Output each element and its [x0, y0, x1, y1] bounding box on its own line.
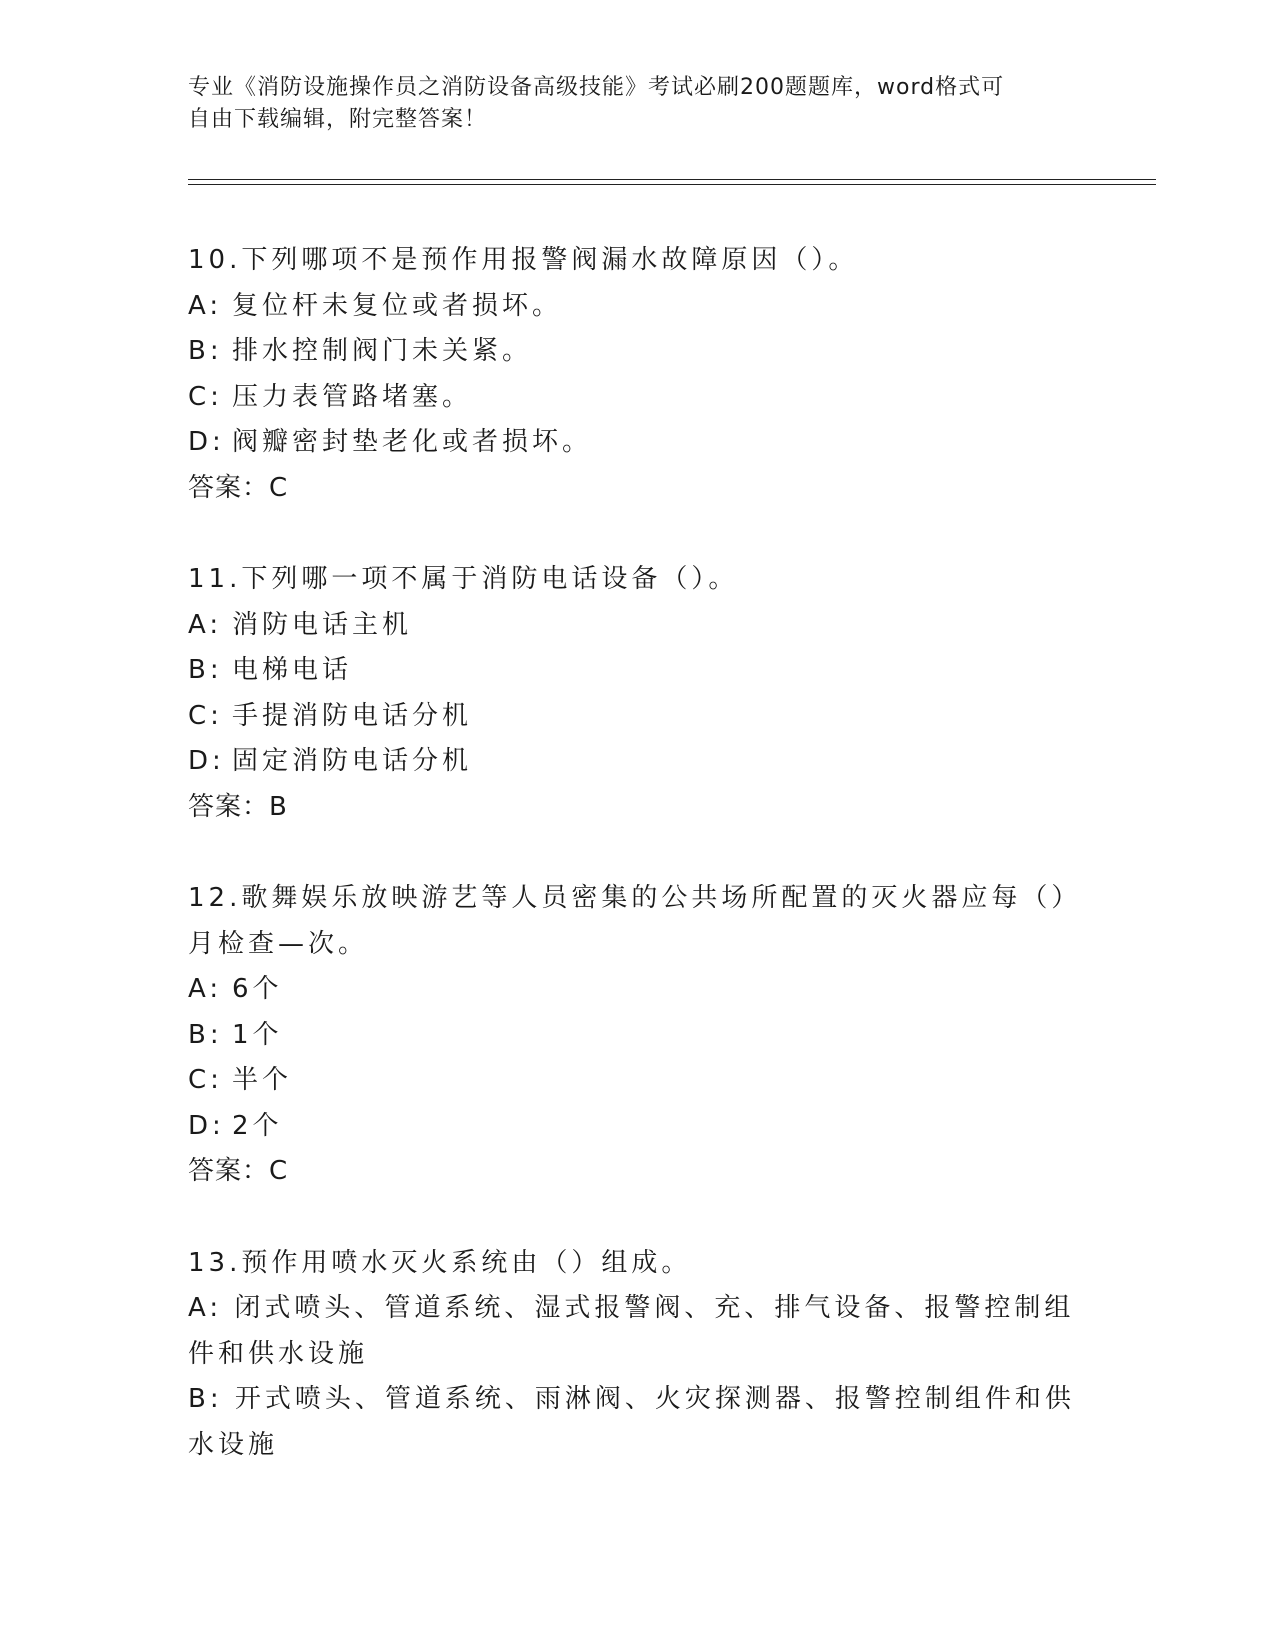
option-text: 6个 [232, 974, 283, 1004]
option-letter: B: [188, 655, 223, 685]
answer-line [188, 785, 1088, 831]
header-rule-top [188, 179, 1156, 180]
option-text: 电梯电话 [232, 655, 353, 685]
option-letter: A: [188, 974, 223, 1004]
question-stem: 11.下列哪一项不属于消防电话设备（）。 [188, 564, 739, 594]
option-letter: D: [188, 746, 225, 776]
option-c [188, 1058, 1088, 1104]
header-line-2: 自由下载编辑，附完整答案！ [188, 107, 488, 132]
question-stem: 10.下列哪项不是预作用报警阀漏水故障原因（）。 [188, 245, 859, 275]
option-d [188, 739, 1088, 785]
option-letter: B: [188, 336, 223, 366]
option-text: 1个 [232, 1019, 283, 1050]
option-text: 闭式喷头、管道系统、湿式报警阀、充、排气设备、报警控制组件和供水设施 [188, 1293, 1075, 1369]
answer-value: C [269, 1156, 289, 1186]
question-stem: 12.歌舞娱乐放映游艺等人员密集的公共场所配置的灭火器应每（）月检查—次。 [188, 883, 1082, 959]
answer-label: 答案： [188, 472, 270, 503]
option-letter: C: [188, 1065, 223, 1095]
header-rule-bottom [188, 184, 1156, 185]
option-text: 半个 [232, 1065, 293, 1095]
answer-label: 答案： [188, 1156, 270, 1186]
option-a [188, 603, 1088, 649]
answer-value: C [269, 472, 289, 503]
option-text: 压力表管路堵塞。 [232, 381, 473, 412]
option-d [188, 1104, 1088, 1150]
option-letter: D: [188, 427, 225, 457]
question-13 [188, 1241, 1088, 1469]
answer-value: B [269, 791, 288, 822]
answer-line [188, 1149, 1088, 1195]
answer-label: 答案： [188, 791, 270, 822]
option-letter: A: [188, 1293, 223, 1323]
option-b [188, 329, 1088, 375]
option-c [188, 694, 1088, 740]
option-letter: A: [188, 609, 223, 640]
question-stem: 13.预作用喷水灭火系统由（）组成。 [188, 1247, 692, 1278]
option-text: 手提消防电话分机 [232, 700, 473, 731]
option-text: 阀瓣密封垫老化或者损坏。 [232, 427, 593, 457]
option-letter: A: [188, 290, 223, 321]
option-b [188, 1013, 1088, 1059]
option-letter: D: [188, 1110, 225, 1141]
option-b [188, 1377, 1088, 1468]
option-c [188, 375, 1088, 421]
option-b [188, 648, 1088, 694]
option-letter: B: [188, 1384, 223, 1414]
option-d [188, 420, 1088, 466]
option-text: 固定消防电话分机 [232, 746, 473, 776]
header-line-1: 专业《消防设施操作员之消防设备高级技能》考试必刷200题题库，word格式可 [188, 75, 1005, 100]
question-12 [188, 876, 1088, 1195]
option-text: 消防电话主机 [232, 609, 413, 640]
option-a [188, 1286, 1088, 1377]
question-list [188, 238, 1088, 1514]
option-text: 2个 [232, 1110, 283, 1141]
option-letter: C: [188, 700, 223, 731]
answer-line [188, 466, 1088, 512]
document-header [188, 72, 1068, 136]
question-11 [188, 557, 1088, 830]
question-10 [188, 238, 1088, 511]
option-letter: C: [188, 381, 223, 412]
option-text: 排水控制阀门未关紧。 [232, 336, 533, 366]
option-a [188, 284, 1088, 330]
option-text: 复位杆未复位或者损坏。 [232, 290, 563, 321]
option-a [188, 967, 1088, 1013]
option-text: 开式喷头、管道系统、雨淋阀、火灾探测器、报警控制组件和供水设施 [188, 1384, 1075, 1460]
option-letter: B: [188, 1019, 223, 1050]
